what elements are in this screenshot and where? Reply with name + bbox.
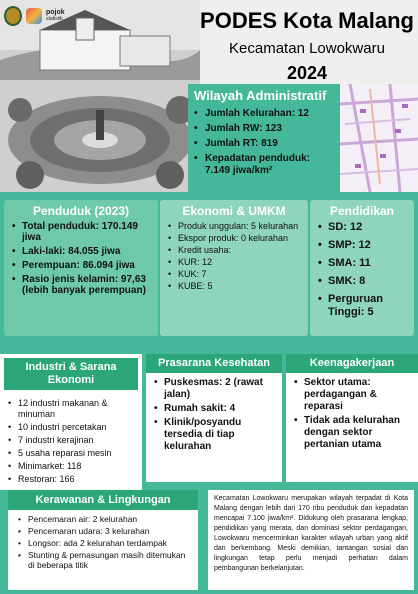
kerawanan-list — [8, 510, 198, 570]
pendidikan-heading: Pendidikan — [329, 204, 394, 218]
admin-heading: Wilayah Administratif — [194, 88, 327, 103]
kesehatan-list — [146, 373, 282, 453]
list-item: • Sektor utama: perdagangan & reparasi — [294, 377, 412, 413]
header-section — [0, 0, 418, 192]
list-item: • Longsor: ada 2 kelurahan terdampak — [18, 538, 192, 548]
kesehatan-heading: Prasarana Kesehatan — [146, 354, 282, 373]
list-item: • Rasio jenis kelamin: 97,63 (lebih banyak perempuan) — [12, 274, 152, 296]
list-item: • Pencemaran air: 2 kelurahan — [18, 514, 192, 524]
list-item: • Stunting & pemasungan masih ditemukan di beberapa titik — [18, 550, 192, 570]
page-title: PODES Kota Malang — [200, 8, 414, 33]
list-item: • Produk unggulan: 5 kelurahan — [168, 221, 302, 231]
list-item: • Laki-laki: 84.055 jiwa — [12, 246, 152, 257]
list-item: • SMP: 12 — [318, 239, 408, 252]
pojok-statistik-logo: pojok statistik — [46, 9, 65, 22]
pendidikan-list — [310, 218, 414, 319]
penduduk-heading: Penduduk (2023) — [32, 204, 130, 218]
list-item: • Perguruan Tinggi: 5 — [318, 293, 408, 319]
list-item: • Puskesmas: 2 (rawat jalan) — [154, 377, 276, 401]
page-year: 2024 — [286, 63, 328, 83]
list-item: • SD: 12 — [318, 221, 408, 234]
title-block — [196, 8, 418, 84]
list-item: • Rumah sakit: 4 — [154, 403, 276, 415]
list-item: • SMK: 8 — [318, 275, 408, 288]
list-item: • KUBE: 5 — [168, 281, 302, 291]
ketenagakerjaan-box — [286, 342, 418, 482]
page-subtitle: Kecamatan Lowokwaru — [229, 40, 385, 57]
list-item: • Jumlah RT: 819 — [194, 138, 334, 150]
admin-list — [194, 108, 334, 177]
list-item: • SMA: 11 — [318, 257, 408, 270]
list-item: • Kredit usaha: — [168, 245, 302, 255]
ekonomi-card — [160, 200, 308, 336]
ekonomi-heading: Ekonomi & UMKM — [182, 204, 286, 218]
list-item: • 5 usaha reparasi mesin — [8, 448, 136, 459]
list-item: • KUR: 12 — [168, 257, 302, 267]
pojok-statistik-icon — [26, 8, 42, 24]
kerawanan-heading: Kerawanan & Lingkungan — [8, 490, 198, 510]
list-item: • Tidak ada kelurahan dengan sektor pertanian utama — [294, 415, 412, 451]
penduduk-list — [4, 218, 158, 296]
logo-group — [4, 6, 65, 26]
city-aerial-illustration — [0, 0, 200, 192]
kerawanan-box — [8, 490, 198, 590]
district-map-illustration — [340, 84, 418, 192]
industri-box — [0, 342, 142, 490]
list-item: • Minimarket: 118 — [8, 461, 136, 472]
pendidikan-card — [310, 200, 414, 336]
list-item: • KUK: 7 — [168, 269, 302, 279]
ketenagakerjaan-heading: Keenagakerjaan — [286, 354, 418, 373]
list-item: • Klinik/posyandu tersedia di tiap kelurahan — [154, 417, 276, 453]
list-item: • Ekspor produk: 0 kelurahan — [168, 233, 302, 243]
district-map — [340, 84, 418, 192]
city-seal-logo — [4, 6, 22, 26]
list-item: • Perempuan: 86.094 jiwa — [12, 260, 152, 271]
list-item: • 10 industri percetakan — [8, 422, 136, 433]
list-item: • 12 industri makanan & minuman — [8, 398, 136, 420]
industri-list — [0, 394, 142, 485]
summary-paragraph: Kecamatan Lowokwaru merupakan wilayah terpadat di Kota Malang dengan lebih dari 170 ribu penduduk dan kepadatan mencapai 7.100 jiwa/km². Didukung oleh prasarana lengkap, pendidikan yang merata, dan dominasi sektor perdagangan, Lowokwaru mencerminkan karakter wilayah urban yang aktif dan berkembang. Meski demikian, tantangan sosial dan lingkungan tetap perlu menjadi perhatian dalam pembangunan berkelanjutan. — [208, 490, 414, 590]
ketenagakerjaan-list — [286, 373, 418, 451]
admin-section — [188, 84, 340, 192]
list-item: • 7 industri kerajinan — [8, 435, 136, 446]
industri-heading: Industri & Sarana Ekonomi — [4, 358, 138, 390]
list-item: • Kepadatan penduduk: 7.149 jiwa/km² — [194, 153, 334, 177]
list-item: • Restoran: 166 — [8, 474, 136, 485]
penduduk-card — [4, 200, 158, 336]
list-item: • Jumlah RW: 123 — [194, 123, 334, 135]
list-item: • Total penduduk: 170.149 jiwa — [12, 221, 152, 243]
kesehatan-box — [146, 342, 282, 482]
list-item: • Pencemaran udara: 3 kelurahan — [18, 526, 192, 536]
ekonomi-list — [160, 218, 308, 291]
city-aerial-photo — [0, 0, 200, 192]
list-item: • Jumlah Kelurahan: 12 — [194, 108, 334, 120]
